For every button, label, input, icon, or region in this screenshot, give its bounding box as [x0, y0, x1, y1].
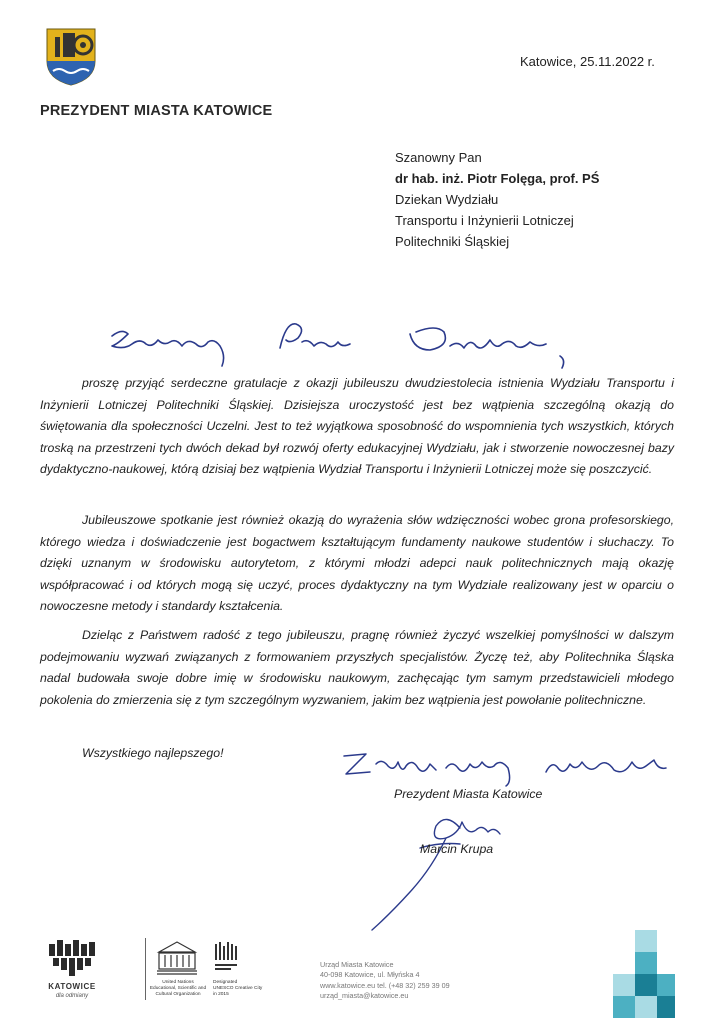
unesco-line-1: United Nations	[162, 980, 194, 985]
unesco-line-3: Cultural Organization	[155, 992, 201, 997]
salutation-text: Szanowny Panie Dziekanie,	[110, 316, 123, 317]
letter-date: Katowice, 25.11.2022 r.	[520, 54, 655, 69]
regards-text: Z poważaniem	[336, 742, 343, 743]
handwritten-salutation	[110, 316, 590, 376]
unesco-line-2: Educational, Scientific and	[149, 986, 207, 991]
cc-line-3: in 2015	[213, 992, 229, 997]
creative-city-logo	[213, 940, 239, 976]
cc-line-1: Designated	[213, 980, 238, 985]
handwritten-regards	[336, 742, 676, 787]
address-street: 40-098 Katowice, ul. Młyńska 4	[320, 970, 420, 980]
recipient-name: dr hab. inż. Piotr Folęga, prof. PŚ	[395, 171, 600, 186]
letter-paragraph-1: proszę przyjąć serdeczne gratulacje z okazji jubileuszu dwudziestolecia istnienia Wydziału Transportu i Inżynierii Lotniczej Politechniki Śląskiej. Dzisiejsza uroczystość jest bez wątpienia szczególną okazją do świętowania dla społeczności Uczelni. Jest to też wyjątkowa sposobność do wspomnienia tych wszystkich, których troską na przestrzeni tych dwóch dekad był rozwój oferty edukacyjnej Wydziału, jak i stworzenie nowoczesnej bazy dydaktyczno-naukowej, którą dzisiaj bez wątpienia Wydział Transportu i Inżynierii Lotniczej może się poszczycić.	[40, 376, 674, 476]
address-web-phone: www.katowice.eu tel. (+48 32) 259 39 09	[320, 980, 450, 990]
decorative-squares	[585, 930, 675, 1022]
recipient-block	[395, 147, 599, 252]
recipient-line-4: Transportu i Inżynierii Lotniczej	[395, 213, 574, 228]
unesco-caption	[145, 980, 211, 998]
footer-address	[320, 960, 450, 1002]
letter-closing: Wszystkiego najlepszego!	[82, 746, 224, 760]
recipient-line-3: Dziekan Wydziału	[395, 192, 499, 207]
footer-city-tagline: dla odmiany	[55, 993, 89, 999]
letter-paragraph-3: Dzieląc z Państwem radość z tego jubileuszu, pragnę również życzyć wszelkiej pomyślności w dalszym podejmowaniu wyzwań związanych z formowaniem przyszłych specjalistów. Życzę też, aby Politechnika Śląska nadal budowała swoje dobre imię w środowisku naukowym, zachęcając tym samym przedstawicieli młodego pokolenia do zmierzenia się z tym szczególnym wyzwaniem, jakim bez wątpienia jest powołanie politechniczne.	[40, 628, 674, 707]
katowice-coat-of-arms	[45, 27, 97, 87]
signatory-role: Prezydent Miasta Katowice	[394, 787, 543, 801]
recipient-line-5: Politechniki Śląskiej	[395, 234, 510, 249]
address-email: urząd_miasta@katowice.eu	[320, 991, 409, 1001]
signatory-name: Marcin Krupa	[420, 842, 494, 856]
letter-paragraph-2: Jubileuszowe spotkanie jest również okazją do wyrażenia słów wdzięczności wobec grona profesorskiego, którego wiedza i doświadczenie jest bogactwem kształtującym fundamenty naukowe studentów i słuchaczy. To dzięki uznanym w środowisku autorytetom, z którymi młodzi adepci nauk politechnicznych mają okazję współpracować i od których mogą się uczyć, proces dydaktyczny na tym Wydziale realizowany jest w oparciu o nowoczesne metody i standardy kształcenia.	[40, 513, 674, 613]
creative-city-caption	[213, 980, 279, 998]
recipient-line-1: Szanowny Pan	[395, 150, 482, 165]
signature	[350, 808, 530, 938]
cc-line-2: UNESCO Creative City	[213, 986, 263, 991]
address-office: Urząd Miasta Katowice	[320, 960, 394, 969]
unesco-logo	[155, 940, 199, 976]
sender-title: PREZYDENT MIASTA KATOWICE	[40, 103, 273, 119]
katowice-city-logo	[45, 938, 99, 978]
footer-city-name: KATOWICE	[48, 982, 96, 991]
